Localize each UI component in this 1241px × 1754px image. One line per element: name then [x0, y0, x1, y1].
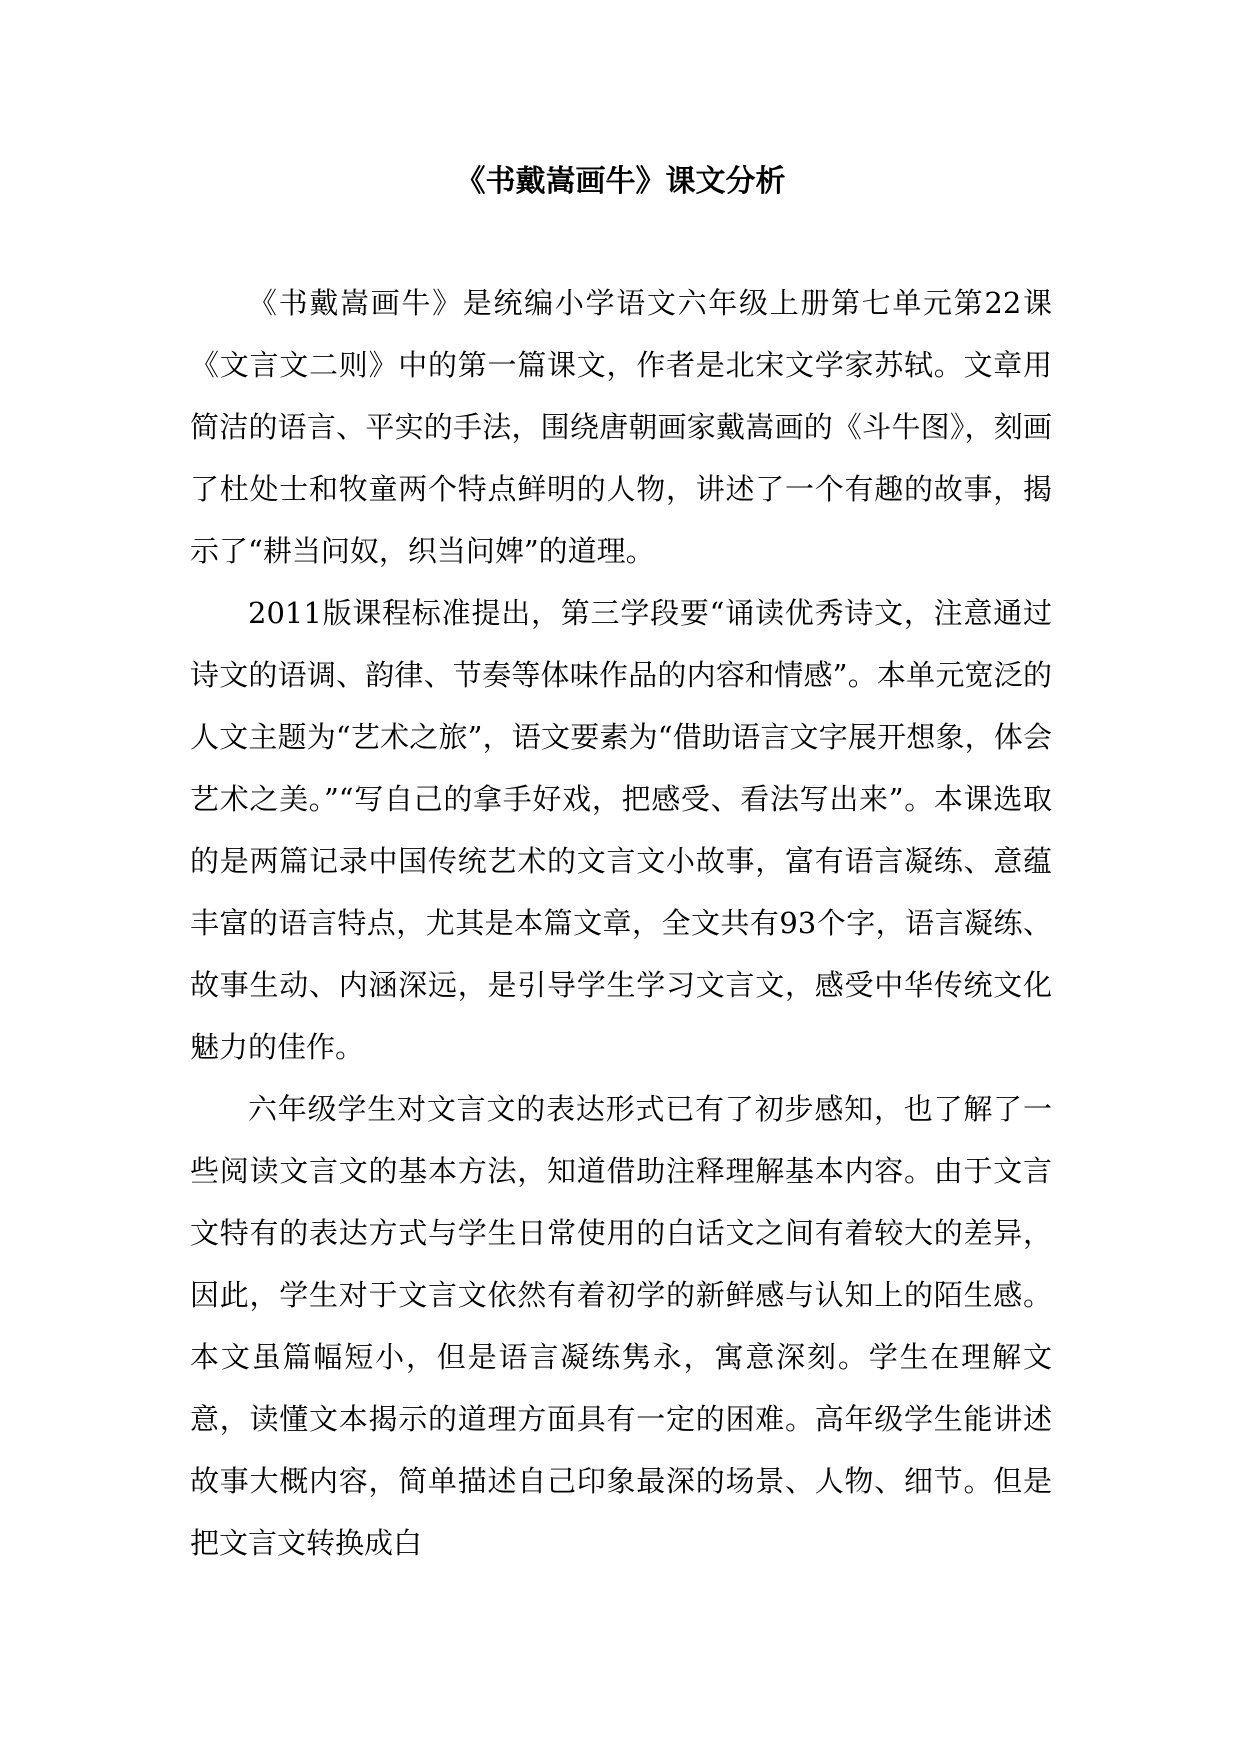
paragraph-1: 《书戴嵩画牛》是统编小学语文六年级上册第七单元第22课《文言文二则》中的第一篇课文，作者是北宋文学家苏轼。文章用简洁的语言、平实的手法，围绕唐朝画家戴嵩画的《斗牛图》，刻画了杜处士和牧童两个特点鲜明的人物，讲述了一个有趣的故事，揭示了“耕当问奴，织当问婢”的道理。	[190, 286, 1052, 568]
paragraph-2: 2011版课程标准提出，第三学段要“诵读优秀诗文，注意通过诗文的语调、韵律、节奏等体味作品的内容和情感”。本单元宽泛的人文主题为“艺术之旅”，语文要素为“借助语言文字展开想象，体会艺术之美。”“写自己的拿手好戏，把感受、看法写出来”。本课选取的是两篇记录中国传统艺术的文言文小故事，富有语言凝练、意蕴丰富的语言特点，尤其是本篇文章，全文共有93个字，语言凝练、故事生动、内涵深远，是引导学生学习文言文，感受中华传统文化魅力的佳作。	[190, 596, 1052, 1064]
paragraph-3: 六年级学生对文言文的表达形式已有了初步感知，也了解了一些阅读文言文的基本方法，知道借助注释理解基本内容。由于文言文特有的表达方式与学生日常使用的白话文之间有着较大的差异，因此，学生对于文言文依然有着初学的新鲜感与认知上的陌生感。本文虽篇幅短小，但是语言凝练隽永，寓意深刻。学生在理解文意，读懂文本揭示的道理方面具有一定的困难。高年级学生能讲述故事大概内容，简单描述自己印象最深的场景、人物、细节。但是把文言文转换成白	[190, 1092, 1052, 1560]
document-body	[190, 272, 1052, 1574]
document-title: 《书戴嵩画牛》课文分析	[455, 164, 786, 199]
